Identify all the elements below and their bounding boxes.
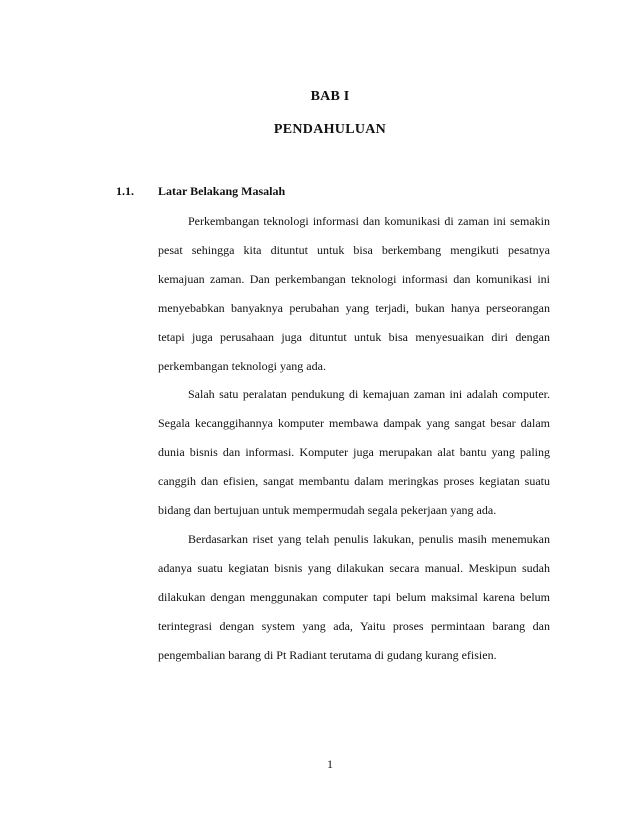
paragraph: Berdasarkan riset yang telah penulis lakukan, penulis masih menemukan adanya suatu kegiatan bisnis yang dilakukan secara manual. Meskipun sudah dilakukan dengan menggunakan computer tapi belum maksimal karena belum terintegrasi dengan system yang ada, Yaitu proses permintaan barang dan pengembalian barang di Pt Radiant terutama di gudang kurang efisien.: [158, 531, 550, 662]
section-heading: [116, 184, 285, 199]
chapter-title: PENDAHULUAN: [273, 122, 387, 137]
section-number: 1.1.: [116, 184, 134, 198]
page-number: 1: [327, 757, 333, 771]
paragraph: Perkembangan teknologi informasi dan komunikasi di zaman ini semakin pesat sehingga kita dituntut untuk bisa berkembang mengikuti pesatnya kemajuan zaman. Dan perkembangan teknologi informasi dan komunikasi ini menyebabkan banyaknya perubahan yang terjadi, bukan hanya perseorangan tetapi juga perusahaan juga dituntut untuk bisa menyesuaikan diri dengan perkembangan teknologi yang ada.: [158, 214, 550, 373]
chapter-number: BAB I: [310, 89, 350, 104]
section-title: Latar Belakang Masalah: [158, 184, 286, 198]
paragraph: Salah satu peralatan pendukung di kemajuan zaman ini adalah computer. Segala kecanggihannya komputer membawa dampak yang sangat besar dalam dunia bisnis dan informasi. Komputer juga merupakan alat bantu yang paling canggih dan efisien, sangat membantu dalam meringkas proses kegiatan suatu bidang dan bertujuan untuk mempermudah segala pekerjaan yang ada.: [158, 387, 550, 518]
body-text: [158, 207, 550, 670]
